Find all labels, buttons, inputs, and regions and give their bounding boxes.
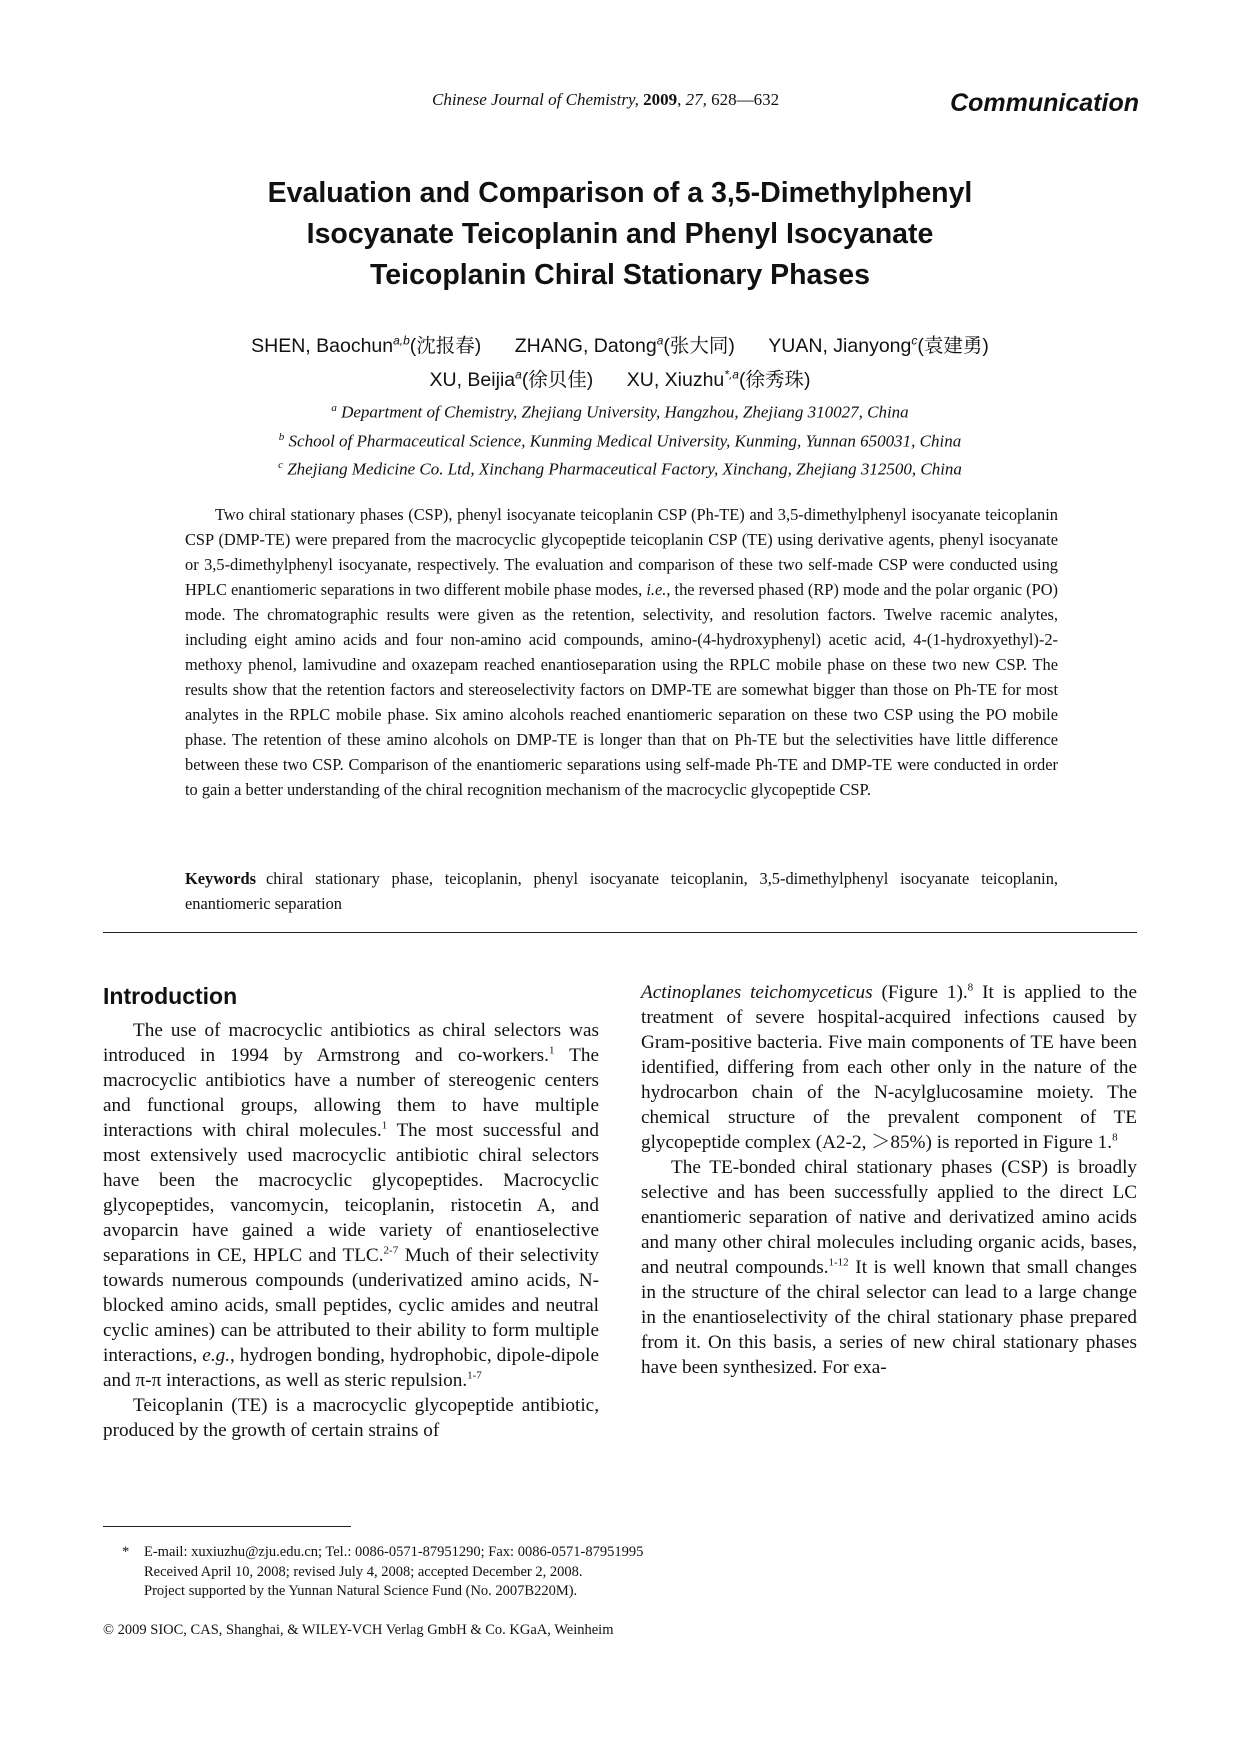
affiliation-b: [100, 425, 1140, 454]
journal-citation: Chinese Journal of Chemistry, 2009, 27, 628—632: [432, 90, 780, 109]
affiliation-mark: c: [278, 459, 283, 472]
author-name: XU, Xiuzhu: [626, 369, 725, 391]
text-run: Teicoplanin (TE) is a macrocyclic glycopeptide antibiotic, produced by the growth of certain strains of: [103, 1395, 599, 1441]
abstract-text-cont: , the reversed phased (RP) mode and the polar organic (PO) mode. The chromatographic results were given as the retention, selectivity, and resolution factors. Twelve racemic analytes, including eight amino acids and four non-amino acid compounds, amino-(4-hydroxyphenyl) acetic acid, 4-(1-hydroxyethyl)-2-methoxy phenol, lamivudine and oxazepam reached enantioseparation using the RPLC mobile phase on these two new CSP. The results show that the retention factors and stereoselectivity factors on DMP-TE are somewhat bigger than those on Ph-TE for most analytes in the RPLC mobile phase. Six amino alcohols reached enantiomeric separation on these two CSP using the PO mobile phase. The retention of these amino alcohols on DMP-TE is longer than that on Ph-TE but the selectivities have little difference between these two CSP. Comparison of the enantiomeric separations using self-made Ph-TE and DMP-TE were conducted in order to gain a better understanding of the chiral recognition mechanism of the macrocyclic glycopeptide CSP.: [185, 580, 1058, 799]
author-4: [430, 369, 594, 391]
footnote-funding: Project supported by the Yunnan Natural Science Fund (No. 2007B220M).: [144, 1583, 578, 1599]
title-line-3: Teicoplanin Chiral Stationary Phases: [370, 259, 870, 291]
journal-year: 2009: [643, 90, 678, 109]
author-affil-mark: a: [515, 367, 522, 382]
footnote: [122, 1543, 643, 1602]
introduction-heading: Introduction: [103, 983, 238, 1009]
affiliation-a: [100, 396, 1140, 425]
intro-paragraph-1: [103, 1018, 599, 1393]
text-run: It is applied to the treatment of severe hospital-acquired infections caused by Gram-positive bacteria. Five main components of TE have been identified, differing from each other only in the nature of the hydrocarbon chain of the N-acylglucosamine moiety. The chemical structure of the prevalent component of TE glycopeptide complex (A2-2, ＞85%) is reported in Figure 1.: [641, 982, 1137, 1153]
citation-ref: 1-7: [467, 1369, 482, 1382]
title-line-1: Evaluation and Comparison of a 3,5-Dimethylphenyl: [267, 177, 973, 209]
author-name: XU, Beijia: [429, 369, 516, 391]
author-3: [768, 335, 989, 357]
text-italic: e.g.: [202, 1345, 231, 1366]
author-5: [627, 369, 811, 391]
body-column-left: [103, 1018, 599, 1443]
text-run: The TE-bonded chiral stationary phases (CSP) is broadly selective and has been successfully applied to the direct LC enantiomeric separation of native and derivatized amino acids and many other chiral molecules including organic acids, bases, and neutral compounds.: [641, 1157, 1137, 1278]
affiliation-mark: a: [331, 402, 337, 414]
text-run: The use of macrocyclic antibiotics as chiral selectors was introduced in 1994 by Armstrong and co-workers.: [103, 1020, 599, 1066]
keywords-text: chiral stationary phase, teicoplanin, phenyl isocyanate teicoplanin, 3,5-dimethylphenyl isocyanate teicoplanin, enantiomeric separation: [185, 869, 1058, 913]
author-chinese-name: (徐贝佳): [521, 369, 594, 391]
text-run: (Figure 1).: [872, 982, 968, 1003]
intro-paragraph-2-start: [103, 1393, 599, 1443]
author-affil-mark: a,b: [393, 333, 410, 347]
citation-ref: 8: [1112, 1131, 1118, 1144]
journal-name: Chinese Journal of Chemistry,: [432, 90, 639, 109]
citation-ref: 1: [548, 1044, 555, 1057]
affiliation-text: School of Pharmaceutical Science, Kunming Medical University, Kunming, Yunnan 650031, China: [288, 431, 962, 451]
species-name: Actinoplanes teichomyceticus: [641, 982, 873, 1003]
citation-ref: 8: [967, 981, 974, 994]
abstract: [185, 502, 1058, 802]
text-run: The most successful and most extensively used macrocyclic antibiotic chiral selectors have been the macrocyclic glycopeptides. Macrocyclic glycopeptides, vancomycin, teicoplanin, ristocetin A, and avoparcin have gained a wide variety of enantioselective separations in CE, HPLC and TLC.: [103, 1120, 599, 1266]
abstract-text: Two chiral stationary phases (CSP), phenyl isocyanate teicoplanin CSP (Ph-TE) and 3,5-dimethylphenyl isocyanate teicoplanin CSP (DMP-TE) were prepared from the macrocyclic glycopeptide teicoplanin CSP (TE) using derivative agents, phenyl isocyanate or 3,5-dimethylphenyl isocyanate, respectively. The evaluation and comparison of these two self-made CSP were conducted using HPLC enantiomeric separations in two different mobile phase modes,: [185, 505, 1058, 599]
text-run: It is well known that small changes in the structure of the chiral selector can lead to a large change in the enantioselectivity of the chiral stationary phase prepared from it. On this basis, a series of new chiral stationary phases have been synthesized. For exa-: [641, 1257, 1137, 1378]
author-affil-mark: c: [911, 333, 918, 347]
author-2: [515, 335, 735, 357]
author-chinese-name: (沈报春): [409, 334, 482, 357]
affiliation-mark: b: [278, 430, 285, 443]
author-name: YUAN, Jianyong: [768, 334, 912, 357]
footnote-received: Received April 10, 2008; revised July 4, 2008; accepted December 2, 2008.: [144, 1563, 583, 1580]
footnote-contact: E-mail: xuxiuzhu@zju.edu.cn; Tel.: 0086-0571-87951290; Fax: 0086-0571-87951995: [144, 1544, 644, 1560]
author-affil-mark: *,a: [724, 367, 739, 382]
author-name: ZHANG, Datong: [514, 334, 657, 357]
author-name: SHEN, Baochun: [251, 334, 394, 357]
body-column-right: [641, 980, 1137, 1380]
intro-paragraph-3: [641, 1155, 1137, 1380]
intro-paragraph-2-cont: [641, 980, 1137, 1155]
keywords-label: Keywords: [185, 869, 257, 888]
journal-volume: 27,: [685, 90, 707, 109]
author-chinese-name: (张大同): [663, 334, 735, 357]
affiliation-text: Zhejiang Medicine Co. Ltd, Xinchang Pharmaceutical Factory, Xinchang, Zhejiang 312500, China: [287, 459, 962, 479]
citation-ref: 1: [381, 1119, 388, 1132]
affiliations: [100, 396, 1140, 482]
footnote-star: *: [122, 1544, 130, 1560]
section-divider: [103, 932, 1137, 933]
keywords: [185, 866, 1058, 916]
author-affil-mark: a: [656, 333, 664, 347]
text-run: The macrocyclic antibiotics have a number of stereogenic centers and functional groups, allowing them to have multiple interactions with chiral molecules.: [103, 1045, 600, 1141]
author-chinese-name: (徐秀珠): [738, 369, 811, 391]
author-list: [100, 326, 1140, 395]
text-run: Much of their selectivity towards numerous compounds (underivatized amino acids, N-blocked amino acids, small peptides, cyclic amides and neutral cyclic amines) can be attributed to their ability to form multiple interactions,: [103, 1245, 599, 1366]
citation-ref: 2-7: [383, 1244, 399, 1257]
affiliation-c: [100, 453, 1140, 482]
author-1: [251, 335, 481, 357]
footnote-divider: [103, 1526, 351, 1527]
abstract-ie: i.e.: [646, 580, 667, 599]
citation-ref: 1-12: [828, 1256, 849, 1269]
journal-pages: 628—632: [711, 90, 780, 109]
text-run: , hydrogen bonding, hydrophobic, dipole-dipole and π-π interactions, as well as steric repulsion.: [103, 1345, 599, 1391]
paper-title: [100, 173, 1140, 296]
copyright: © 2009 SIOC, CAS, Shanghai, & WILEY-VCH Verlag GmbH & Co. KGaA, Weinheim: [103, 1622, 614, 1638]
section-label: Communication: [950, 89, 1139, 117]
affiliation-text: Department of Chemistry, Zhejiang University, Hangzhou, Zhejiang 310027, China: [341, 402, 909, 422]
title-line-2: Isocyanate Teicoplanin and Phenyl Isocyanate: [306, 218, 934, 250]
author-chinese-name: (袁建勇): [917, 334, 989, 357]
